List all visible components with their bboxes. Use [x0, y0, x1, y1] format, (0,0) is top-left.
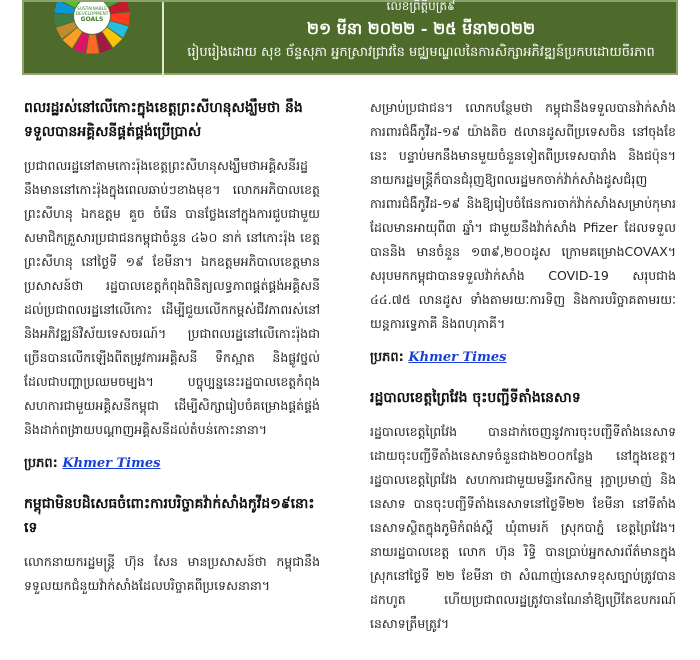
- newsletter-issue: លេខព្រឹត្តិបត្រ៩: [386, 0, 456, 13]
- source-label: ប្រភព:: [24, 456, 58, 471]
- logo-text-line1: SUSTAINABLE: [77, 7, 107, 12]
- article-body: សម្រាប់ប្រជាជន។ លោកបន្ថែមថា កម្ពុជានឹងទទួលបានវ៉ាក់សាំងការពារជំងឺកូវីដ-១៩ យ៉ាងតិច ៥លានដូសពីប្រទេសចិន នៅចុងខែនេះ បន្ទាប់មកនឹងមានមួយចំនួនទៀតពីប្រទេសបារាំង និងជប៉ុន។ នាយករដ្ឋមន្ត្រីក៏បានជំរុញឱ្យពលរដ្ឋមកចាក់វ៉ាក់សាំងដូសជំរុញការពារជំងឺកូវីដ-១៩ និងឱ្យរៀបចំផែនការចាក់វ៉ាក់សាំងសម្រាប់កុមារ ដែលមានអាយុពី៣ ឆ្នាំ។ ជាមួយនឹងវ៉ាក់សាំង Pfizer ដែលទទួលបាននិង មានចំនួន ១៣៩,២០០ដូស ក្រោមគម្រោងCOVAX។ សរុបមកកម្ពុជាបានទទួលវ៉ាក់សាំង COVID-19 សរុបជាង ៤៤.៧៥ លានដូស ទាំងតាមរយៈការទិញ និងការបរិច្ចាគតាមរយៈយន្តការទ្វេភាគី និងពហុភាគី។: [370, 100, 676, 331]
- header-divider: [162, 2, 164, 77]
- source-link[interactable]: Khmer Times: [408, 350, 507, 365]
- newsletter-date-range: ២១ មីនា ២០២២ - ២៥ មីនា២០២២: [306, 19, 536, 38]
- article-body: រដ្ឋបាលខេត្តព្រៃវែង បានដាក់ចេញនូវការចុះបញ្ជីទីតាំងនេសាទ ដោយចុះបញ្ជីទីតាំងនេសាទចំនួនជាង២០០កន្លែង នៅក្នុងខេត្ត។ រដ្ឋបាលខេត្តព្រៃវែង សហការជាមួយមន្ទីរកសិកម្ម រុក្ខាប្រមាញ់ និងនេសាទ បានចុះបញ្ជីទីតាំងនេសាទនៅថ្ងៃទី២២ ខែមីនា នៅទីតាំងនេសាទស្ថិតក្នុងភូមិកំពង់ស្ពឺ ឃុំពាមរក៍ ស្រុកបាភ្នំ ខេត្តព្រៃវែង។ នាយរដ្ឋបាលខេត្ត លោក ហ៊ុន រិទ្ធិ បានប្រាប់អ្នកសារព័ត៌មានក្នុងស្រុកនៅថ្ងៃទី ២២ ខែមីនា ថា សំណាញ់នេសាទខុសច្បាប់ត្រូវបានដកហូត ហើយប្រជាពលរដ្ឋត្រូវបានណែនាំឱ្យប្រើតែឧបករណ៍នេសាទត្រឹមត្រូវ។: [370, 424, 676, 631]
- article-body: លោកនាយករដ្ឋមន្ត្រី ហ៊ុន សែន មានប្រសាសន៍ថា កម្ពុជានឹងទទួលយកជំនួយវ៉ាក់សាំងដែលបរិច្ចាគពីប្រទេសនានា។: [24, 554, 320, 593]
- article-source: [370, 346, 676, 370]
- right-column: [370, 96, 676, 646]
- article-source: [24, 452, 320, 476]
- article-vaccine: [24, 492, 320, 598]
- left-column: [24, 96, 320, 608]
- article-title: រដ្ឋបាលខេត្តព្រៃវែង ចុះបញ្ជីទីតាំងនេសាទ: [370, 390, 581, 406]
- article-body: ប្រជាពលរដ្ឋនៅតាមកោះរ៉ុងខេត្តព្រះសីហនុសង្ឃឹមថាអគ្គិសនីរដ្ឋនឹងមាននៅកោះរ៉ុងក្នុងពេលឆាប់ៗខាងមុខ។ លោកអភិបាលខេត្តព្រះសីហនុ ឯកឧត្តម គួច ចំរើន បានថ្លែងនៅក្នុងការជួបជាមួយសមាជិកគ្រួសារប្រជាជនកម្ពុជាចំនួន ៤៦០ នាក់ នៅកោះរ៉ុង ខេត្តព្រះសីហនុ នៅថ្ងៃទី ១៩ ខែមីនា។ ឯកឧត្តមអភិបាលខេត្តមានប្រសាសន៍ថា រដ្ឋបាលខេត្តកំពុងពិនិត្យលទ្ធភាពផ្គត់ផ្គង់អគ្គិសនីដល់ប្រជាពលរដ្ឋនៅលើកោះ ដើម្បីជួយលើកកម្ពស់ជីវភាពរស់នៅ និងអភិវឌ្ឍន៍វិស័យទេសចរណ៍។ ប្រជាពលរដ្ឋនៅលើកោះរ៉ុងជាច្រើនបានលើកឡើងពីតម្រូវការអគ្គិសនី ទឹកស្អាត និងផ្លូវថ្នល់ ដែលជាបញ្ហាប្រឈមចម្បង។ បច្ចុប្បន្ននេះរដ្ឋបាលខេត្តកំពុងសហការជាមួយអគ្គិសនីកម្ពុជា ដើម្បីសិក្សារៀបចំគម្រោងផ្គត់ផ្គង់ និងដាក់ពង្រាយបណ្តាញអគ្គិសនីដល់តំបន់កោះនានា។: [24, 158, 320, 437]
- article-title: ពលរដ្ឋរស់នៅលើកោះក្នុងខេត្តព្រះសីហនុសង្ឃឹមថា នឹងទទួលបានអគ្គិសនីផ្គត់ផ្គង់ប្រើប្រាស់: [24, 100, 303, 140]
- newsletter-header: [22, 0, 678, 75]
- logo-text-line2: DEVELOPMENT: [75, 12, 109, 17]
- article-vaccine-continued: [370, 96, 676, 370]
- article-title: កម្ពុជាមិនបដិសេធចំពោះការបរិច្ចាគវ៉ាក់សាំងកូវីដ១៩នោះទេ: [24, 496, 315, 536]
- article-fishing: [370, 386, 676, 636]
- source-link[interactable]: Khmer Times: [62, 456, 161, 471]
- article-electricity: [24, 96, 320, 476]
- newsletter-prepared-by: រៀបរៀងដោយ សុខ ច័ន្ទសុភា អ្នកស្រាវជ្រាវនៃ មជ្ឈមណ្ឌលនៃការសិក្សាអភិវឌ្ឍន៍ប្រកបដោយចីរភាព: [187, 45, 655, 60]
- logo-text-line3: GOALS: [80, 16, 104, 23]
- source-label: ប្រភព:: [370, 350, 404, 365]
- sdg-wheel-icon: [42, 2, 142, 74]
